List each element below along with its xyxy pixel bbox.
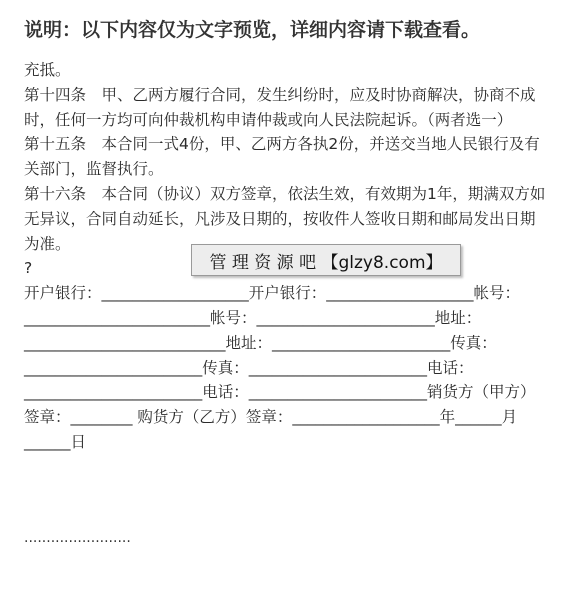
preview-notice: 说明：以下内容仅为文字预览，详细内容请下载查看。: [24, 19, 481, 41]
ellipsis-dots: ························: [24, 534, 131, 550]
clause-14: 第十四条 甲、乙两方履行合同，发生纠纷时，应及时协商解决，协商不成时，任何一方均可向仲裁机构申请仲裁或向人民法院起诉。（两者选一）: [24, 85, 536, 129]
clause-15: 第十五条 本合同一式4份，甲、乙两方各执2份，并送交当地人民银行及有关部门，监督执行。: [24, 135, 540, 179]
watermark-text: 管 理 资 源 吧 【glzy8.com】: [209, 252, 443, 273]
watermark-banner: [191, 244, 461, 276]
clause-16: 第十六条 本合同（协议）双方签章，依法生效，有效期为1年，期满双方如无异议，合同自动延长，凡涉及日期的，按收件人签收日期和邮局发出日期为准。: [24, 184, 546, 253]
question-mark: ?: [24, 259, 33, 278]
signature-block: 开户银行：___________________开户银行：___________________帐号：________________________帐号：_______________________地址：__________________________地址：_______________________传真：_______________________传真：_______________________电话：_______________________电话：_______________________销货方（甲方）签章：________ 购货方（乙方）签章：___________________年______月______日: [24, 284, 536, 451]
paragraph-offset: 充抵。: [24, 61, 71, 79]
